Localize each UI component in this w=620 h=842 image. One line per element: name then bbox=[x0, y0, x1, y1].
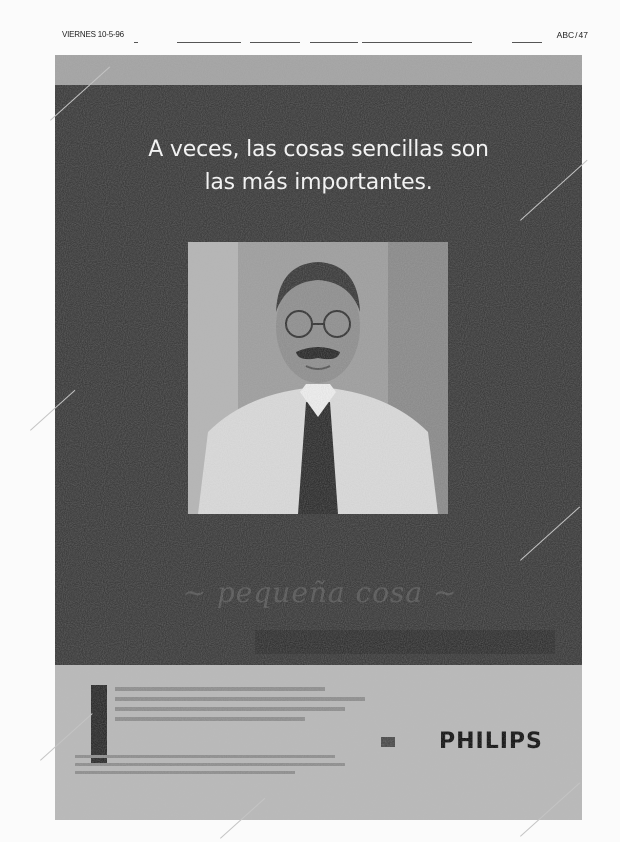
headline-line-1: A veces, las cosas sencillas son bbox=[148, 137, 489, 162]
page-header bbox=[62, 30, 588, 46]
header-rule bbox=[177, 42, 241, 43]
issue-date: VIERNES 10-5-96 bbox=[62, 30, 124, 39]
header-rule bbox=[134, 42, 138, 43]
page-label: ABC/47 bbox=[556, 30, 588, 40]
philips-advertisement bbox=[55, 55, 582, 820]
page-number: 47 bbox=[578, 30, 588, 40]
header-rule bbox=[512, 42, 542, 43]
header-rule bbox=[362, 42, 472, 43]
ad-headline bbox=[55, 133, 582, 199]
publication-name: ABC bbox=[556, 30, 575, 40]
header-rule bbox=[310, 42, 358, 43]
header-rule bbox=[250, 42, 300, 43]
headline-line-2: las más importantes. bbox=[204, 170, 433, 195]
